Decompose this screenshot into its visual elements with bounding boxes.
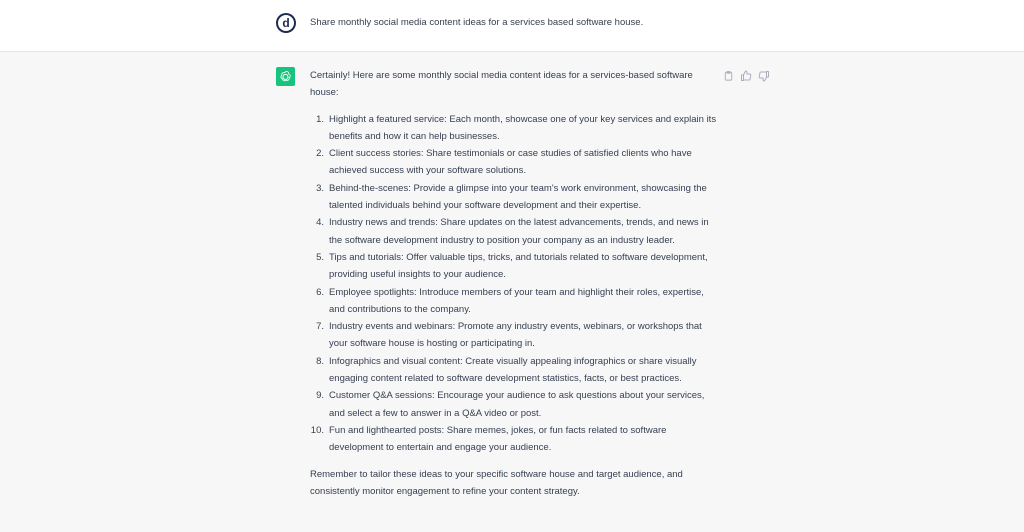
list-item-text: Industry news and trends: Share updates on the latest advancements, trends, and news in the software development industry to position your company as an industry leader. xyxy=(329,217,709,246)
list-item xyxy=(310,353,720,388)
list-item-number: 5. xyxy=(316,251,324,263)
assistant-message-body xyxy=(310,67,720,500)
user-message-row xyxy=(0,0,1024,52)
assistant-message-row xyxy=(0,53,1024,532)
clipboard-icon[interactable] xyxy=(722,70,734,82)
list-item-number: 4. xyxy=(316,217,324,229)
list-item-text: Customer Q&A sessions: Encourage your audience to ask questions about your services, and select a few to answer in a Q&A video or post. xyxy=(329,390,705,419)
list-item xyxy=(310,111,720,146)
thumbs-down-icon[interactable] xyxy=(758,70,770,82)
ideas-list xyxy=(310,111,720,457)
user-message-text: Share monthly social media content ideas for a services based software house. xyxy=(310,17,644,28)
list-item-number: 3. xyxy=(316,182,324,194)
list-item xyxy=(310,214,720,249)
list-item xyxy=(310,422,720,457)
list-item-number: 8. xyxy=(316,355,324,367)
list-item-text: Behind-the-scenes: Provide a glimpse into your team's work environment, showcasing the talented individuals behind your software development and their expertise. xyxy=(329,182,707,212)
list-item-text: Industry events and webinars: Promote any industry events, webinars, or workshops that your software house is hosting or participating in. xyxy=(329,321,702,350)
list-item-number: 6. xyxy=(316,286,324,298)
list-item-number: 9. xyxy=(316,390,324,402)
list-item-text: Client success stories: Share testimonials or case studies of satisfied clients who have achieved success with your software solutions. xyxy=(329,148,692,177)
openai-logo-icon xyxy=(276,67,295,86)
list-item-number: 1. xyxy=(316,113,324,125)
list-item-text: Infographics and visual content: Create visually appealing infographics or share visually engaging content related to software development statistics, facts, or best practices. xyxy=(329,355,697,385)
list-item-text: Employee spotlights: Introduce members of your team and highlight their roles, expertise, and contributions to the company. xyxy=(329,286,704,315)
user-avatar-letter: d xyxy=(278,15,294,31)
list-item-number: 10. xyxy=(310,424,324,436)
list-item xyxy=(310,249,720,284)
list-item-number: 7. xyxy=(316,321,324,333)
list-item-text: Fun and lighthearted posts: Share memes, jokes, or fun facts related to software development to entertain and engage your audience. xyxy=(329,424,667,454)
list-item-number: 2. xyxy=(316,148,324,160)
list-item xyxy=(310,145,720,180)
answer-intro: Certainly! Here are some monthly social media content ideas for a services-based software house: xyxy=(310,70,693,99)
answer-outro: Remember to tailor these ideas to your specific software house and target audience, and consistently monitor engagement to refine your content strategy. xyxy=(310,468,683,497)
list-item xyxy=(310,318,720,353)
list-item-text: Highlight a featured service: Each month, showcase one of your key services and explain its benefits and how it can help businesses. xyxy=(329,113,717,142)
list-item-text: Tips and tutorials: Offer valuable tips, tricks, and tutorials related to software development, providing useful insights to your audience. xyxy=(329,251,708,281)
message-actions xyxy=(722,70,770,82)
thumbs-up-icon[interactable] xyxy=(740,70,752,82)
user-avatar xyxy=(276,13,296,33)
list-item xyxy=(310,284,720,319)
list-item xyxy=(310,387,720,422)
list-item xyxy=(310,180,720,215)
